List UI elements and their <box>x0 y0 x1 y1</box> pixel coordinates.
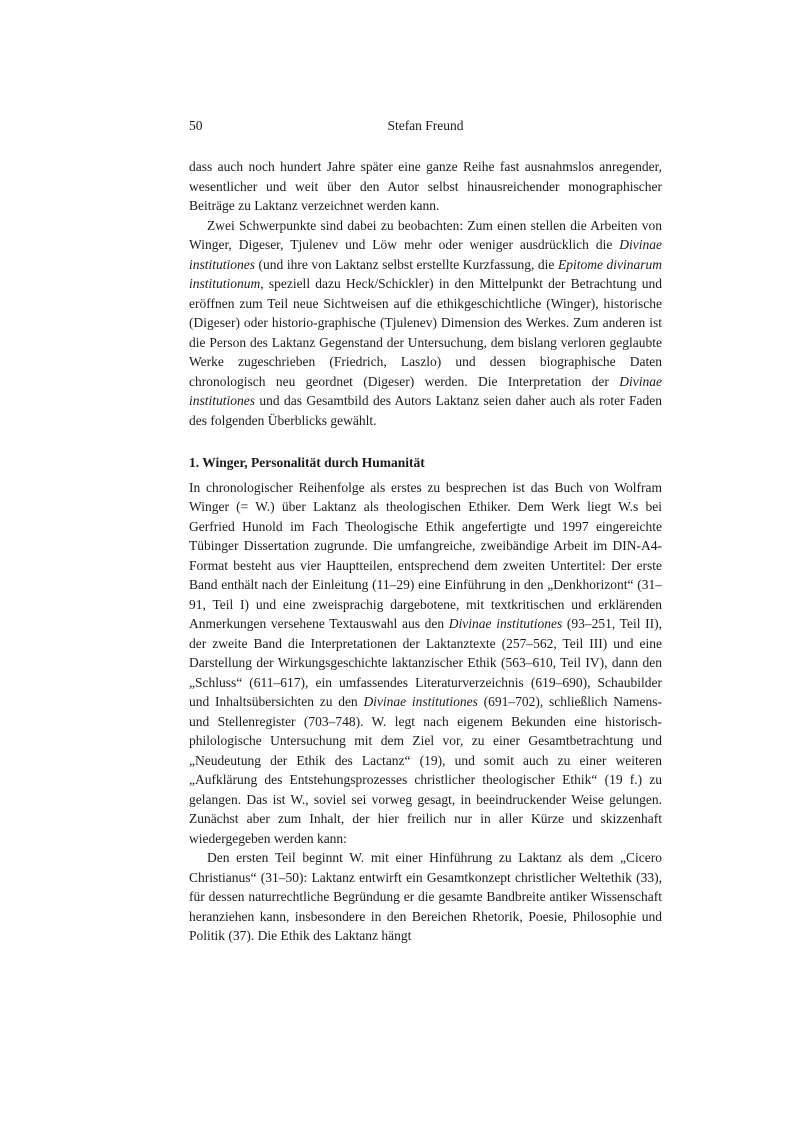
article-body <box>189 157 662 946</box>
running-header <box>189 116 662 135</box>
body-paragraph <box>189 157 662 216</box>
text-run: dass auch noch hundert Jahre später eine ganze Reihe fast ausnahmslos anregender, wesentlicher und weit über den Autor selbst hinausreichender monographischer Beiträge zu Laktanz verzeichnet werden kann. <box>189 159 662 213</box>
body-paragraph <box>189 478 662 849</box>
text-run: (93–251, Teil II), der zweite Band die Interpretationen der Laktanztexte (257–562, Teil III) und eine Darstellung der Wirkungsgeschichte laktanzischer Ethik (563–610, Teil IV), dann den „Schluss“ (611–617), ein umfassendes Literaturverzeichnis (619–690), Schaubilder und Inhaltsübersichten zu den <box>189 616 662 709</box>
text-run: Zwei Schwerpunkte sind dabei zu beobachten: Zum einen stellen die Arbeiten von Winger, Digeser, Tjulenev und Löw mehr oder weniger ausdrücklich die <box>189 217 662 252</box>
text-run: Den ersten Teil beginnt W. mit einer Hinführung zu Laktanz als dem „Cicero Christianus“ (31–50): Laktanz entwirft ein Gesamtkonzept christlicher Weltethik (33), für dessen naturrechtliche Begründung er die gesamte Bandbreite antiker Wissenschaft heranziehen kann, insbesondere in den Bereichen Rhetorik, Poesie, Philosophie und Politik (37). Die Ethik des Laktanz hängt <box>189 850 662 943</box>
text-run: In chronologischer Reihenfolge als erstes zu besprechen ist das Buch von Wolfram Winger (= W.) über Laktanz als theologischen Ethiker. Dem Werk liegt W.s bei Gerfried Hunold im Fach Theologische Ethik angefertigte und 1997 eingereichte Tübinger Dissertation zugrunde. Die umfangreiche, zweibändige Arbeit im DIN-A4-Format besteht aus vier Hauptteilen, entsprechend dem zweiten Untertitel: Der erste Band enthält nach der Einleitung (11–29) eine Einführung in den „Denkhorizont“ (31–91, Teil I) und eine zweisprachig dargebotene, mit textkritischen und erklärenden Anmerkungen versehene Textauswahl aus den <box>189 479 662 631</box>
body-paragraph <box>189 216 662 431</box>
italic-work-title: Divinae institutiones <box>189 373 662 408</box>
running-head-author: Stefan Freund <box>387 118 464 133</box>
italic-work-title: Divinae institutiones <box>448 616 563 631</box>
section-heading: 1. Winger, Personalität durch Humanität <box>189 455 425 470</box>
text-run: , speziell dazu Heck/Schickler) in den Mittelpunkt der Betrachtung und eröffnen zum Teil neue Sichtweisen auf die ethikgeschichtliche (Winger), historische (Digeser) oder historio-graphische (Tjulenev) Dimension des Werkes. Zum anderen ist die Person des Laktanz Gegenstand der Untersuchung, dem bislang verloren geglaubte Werke zugeschrieben (Friedrich, Laszlo) und dessen biographische Daten chronologisch neu geordnet (Digeser) werden. Die Interpretation der <box>189 276 662 389</box>
body-paragraph <box>189 848 662 946</box>
italic-work-title: Divinae institutiones <box>189 237 662 272</box>
italic-work-title: Divinae institutiones <box>363 694 478 709</box>
italic-work-title: Epitome divinarum institutionum <box>189 256 662 291</box>
text-run: (und ihre von Laktanz selbst erstellte Kurzfassung, die <box>255 256 558 272</box>
text-run: (691–702), schließlich Namens- und Stellenregister (703–748). W. legt nach eigenem Bekunden eine historisch-philologische Untersuchung mit dem Ziel vor, zu einer Gesamtbetrachtung und „Neudeutung der Ethik des Lactanz“ (19), und somit auch zu einer weiteren „Aufklärung des Entstehungsprozesses christlicher theologischer Ethik“ (19 f.) zu gelangen. Das ist W., soviel sei vorweg gesagt, in beeindruckender Weise gelungen. Zunächst aber zum Inhalt, der hier freilich nur in aller Kürze und skizzenhaft wiedergegeben werden kann: <box>189 694 662 846</box>
text-run: und das Gesamtbild des Autors Laktanz seien daher auch als roter Faden des folgenden Überblicks gewählt. <box>189 393 662 428</box>
text-column <box>189 116 662 946</box>
page-number: 50 <box>189 118 203 133</box>
